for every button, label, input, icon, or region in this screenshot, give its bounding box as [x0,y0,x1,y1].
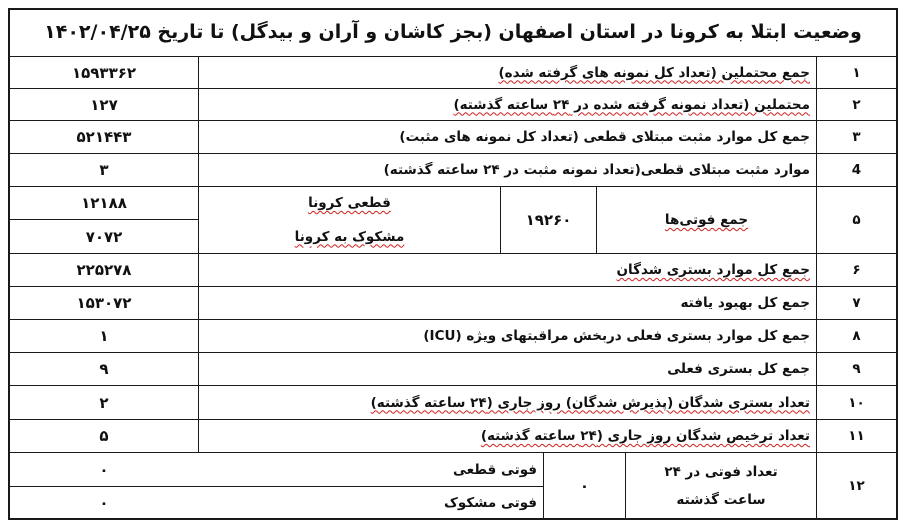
row-label [199,254,816,286]
row-index: ۱۱ [848,428,865,444]
row-label: موارد مثبت مبتلای قطعی(تعداد نمونه مثبت در ۲۴ ساعته گذشته) [383,162,810,178]
table-border-bottom [8,518,898,520]
row-value: ۵۲۱۴۴۳ [76,128,132,146]
row-index: ۸ [852,328,861,344]
row-value: ۱ [99,327,109,345]
row-index: 4 [851,162,862,178]
recent-deaths-sub-value: ۰ [99,493,109,512]
row-value: ۲ [99,393,109,412]
row-label-text: محتملین (تعداد نمونه گرفته شده در ۲۴ ساعته گذشته) [453,96,810,113]
row-value: ۲۲۵۲۷۸ [76,261,132,279]
row-label: جمع کل موارد بستری فعلی دربخش مراقبتهای ویژه (ICU) [423,328,810,344]
deaths-sub-label [199,220,500,253]
row-label-text: تعداد ترخیص شدگان روز جاری (۲۴ ساعته گذشته) [480,428,810,444]
recent-deaths-label-line2: ساعت گذشته [676,491,766,508]
recent-deaths-total: ۰ [579,476,590,495]
deaths-sub-label-text: مشکوک به کرونا [294,228,405,245]
deaths-label [597,187,816,253]
row-index: ۶ [852,262,861,278]
row-label-text: جمع کل موارد بستری شدگان [616,262,810,278]
row-index: ۳ [852,129,861,145]
row-index: ۹ [852,361,861,377]
row-index: ۷ [852,295,861,311]
recent-deaths-sub-value: ۰ [99,460,109,479]
deaths-sub-value: ۱۲۱۸۸ [81,194,127,212]
row-label: جمع کل بستری فعلی [667,361,810,377]
table-border-right [896,8,898,520]
row-label-text: جمع محتملین (تعداد کل نمونه های گرفته شده) [498,64,810,81]
deaths-total: ۱۹۲۶۰ [525,211,572,229]
deaths-sub-label [199,187,500,219]
deaths-sub-value: ۷۰۷۲ [85,227,123,246]
row-label: جمع کل بهبود یافته [680,295,810,311]
table-border-top [8,8,898,10]
row-label [199,57,816,88]
row-index: ۱ [852,64,861,81]
row-index: ۱۲ [848,477,865,494]
deaths-label-text: جمع فوتی‌ها [664,212,749,228]
deaths-sub-label-text: قطعی کرونا [308,195,391,211]
row-value: ۱۵۳۰۷۲ [76,294,132,312]
row-label [199,89,816,120]
row-label [199,386,816,419]
recent-deaths-label [626,453,816,518]
row-label-text: تعداد بستری شدگان (پذیرش شدگان) روز جاری (۲۴ ساعته گذشته) [370,394,810,411]
row-value: ۹ [99,360,109,378]
page-title: وضعیت ابتلا به کرونا در استان اصفهان (بجز کاشان و آران و بیدگل) تا تاریخ ۱۴۰۲/۰۴/۲۵ [44,21,862,43]
row-index: ۵ [852,212,861,228]
recent-deaths-sub-label: فوتی مشکوک [444,494,537,511]
row-value: ۱۲۷ [90,95,118,114]
row-index: ۱۰ [848,394,865,411]
row-label: جمع کل موارد مثبت مبتلای قطعی (تعداد کل نمونه های مثبت) [399,129,810,145]
row-value: ۱۵۹۳۳۶۲ [71,63,137,82]
row-value: ۵ [99,427,109,445]
recent-deaths-label-line1: تعداد فوتی در ۲۴ [664,463,778,480]
recent-deaths-sub-label: فوتی قطعی [453,461,537,478]
row-label [199,420,816,452]
row-value: ۳ [99,161,109,179]
row-index: ۲ [852,96,861,113]
